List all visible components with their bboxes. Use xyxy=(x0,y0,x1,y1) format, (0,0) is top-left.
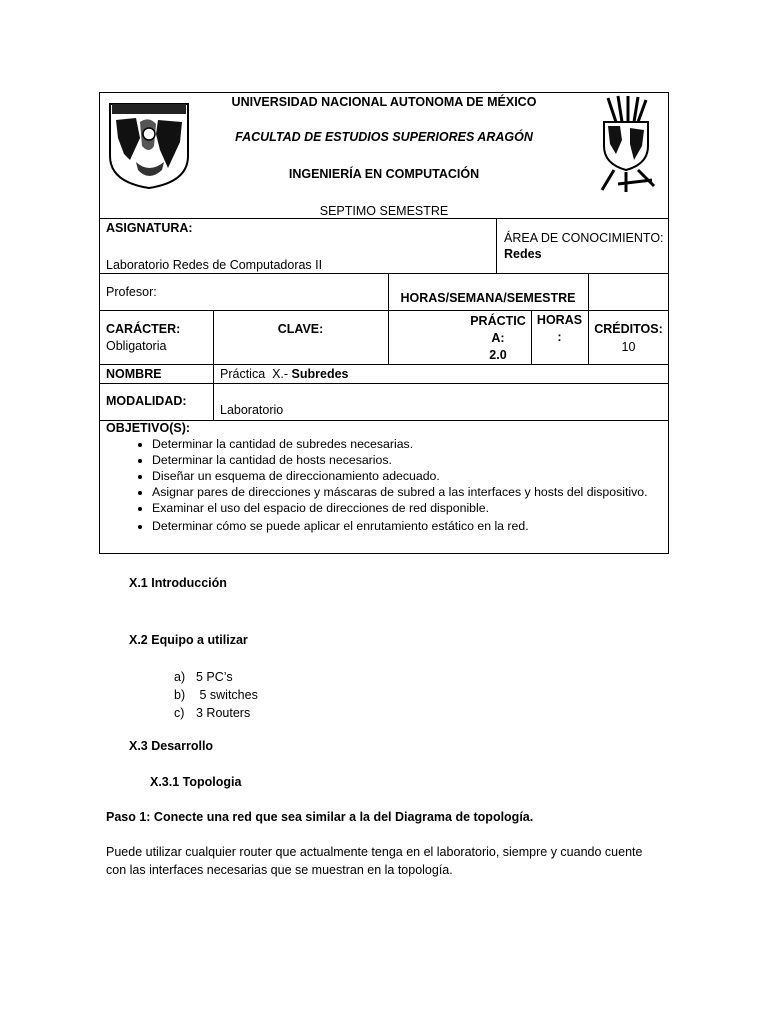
paragraph-line-2: con las interfaces necesarias que se muestran en la topología. xyxy=(106,863,453,877)
list-text: 5 switches xyxy=(196,688,258,702)
horas-semana-label: HORAS/SEMANA/SEMESTRE xyxy=(400,291,576,305)
section-equipo-heading: X.2 Equipo a utilizar xyxy=(129,633,248,647)
faculty-name: FACULTAD DE ESTUDIOS SUPERIORES ARAGÓN xyxy=(235,130,533,144)
university-name: UNIVERSIDAD NACIONAL AUTONOMA DE MÉXICO xyxy=(231,95,537,109)
practica-label-1: PRÁCTIC xyxy=(470,314,526,328)
paso1-text: Paso 1: Conecte una red que sea similar a la del Diagrama de topología. xyxy=(106,810,534,824)
semester-name: SEPTIMO SEMESTRE xyxy=(319,204,449,218)
creditos-value: 10 xyxy=(621,340,636,354)
modalidad-value: Laboratorio xyxy=(220,403,284,417)
clave-label: CLAVE: xyxy=(277,322,324,336)
practica-value: 2.0 xyxy=(489,348,507,362)
profesor-label: Profesor: xyxy=(106,285,157,299)
list-marker: b) xyxy=(174,688,186,702)
caracter-label: CARÁCTER: xyxy=(106,322,181,336)
practica-label-2: A: xyxy=(491,331,505,345)
section-desarrollo-heading: X.3 Desarrollo xyxy=(129,739,214,753)
list-marker: c) xyxy=(174,706,185,720)
area-value: Redes xyxy=(504,247,542,261)
list-text: 5 PC’s xyxy=(196,670,233,684)
section-topologia-heading: X.3.1 Topologia xyxy=(150,775,242,789)
section-intro-heading: X.1 Introducción xyxy=(129,576,227,590)
fes-aragon-logo xyxy=(594,94,658,196)
list-item: • Determinar cómo se puede aplicar el enrutamiento estático en la red. xyxy=(152,518,648,534)
caracter-value: Obligatoria xyxy=(106,339,167,353)
list-item xyxy=(174,704,258,722)
list-item: • Diseñar un esquema de direccionamiento adecuado. xyxy=(152,468,648,484)
horas-label-2: : xyxy=(557,330,562,344)
paragraph-line-1: Puede utilizar cualquier router que actualmente tenga en el laboratorio, siempre y cuando cuente xyxy=(106,845,643,859)
asignatura-value: Laboratorio Redes de Computadoras II xyxy=(106,258,323,272)
objetivos-label: OBJETIVO(S): xyxy=(106,421,191,435)
list-text: 3 Routers xyxy=(196,706,251,720)
list-item xyxy=(174,686,258,704)
list-marker: a) xyxy=(174,670,186,684)
nombre-prefix: Práctica X.- xyxy=(220,367,292,381)
area-label: ÁREA DE CONOCIMIENTO: xyxy=(504,231,664,245)
list-item: • Asignar pares de direcciones y máscaras de subred a las interfaces y hosts del dispositivo. xyxy=(152,484,648,500)
creditos-label: CRÉDITOS: xyxy=(594,322,663,336)
list-item: • Determinar la cantidad de hosts necesarios. xyxy=(152,452,648,468)
modalidad-label: MODALIDAD: xyxy=(106,394,187,408)
equipo-list xyxy=(174,668,258,722)
career-name: INGENIERÍA EN COMPUTACIÓN xyxy=(288,167,480,181)
list-item: • Examinar el uso del espacio de direcciones de red disponible. xyxy=(152,500,648,516)
list-item xyxy=(174,668,258,686)
list-item: • Determinar la cantidad de subredes necesarias. xyxy=(152,436,648,452)
nombre-value xyxy=(220,366,349,382)
nombre-title: Subredes xyxy=(291,367,349,381)
nombre-label: NOMBRE xyxy=(106,367,162,381)
unam-logo xyxy=(106,98,192,190)
asignatura-label: ASIGNATURA: xyxy=(106,221,193,235)
objetivos-list xyxy=(106,436,648,534)
horas-label-1: HORAS xyxy=(536,313,583,327)
